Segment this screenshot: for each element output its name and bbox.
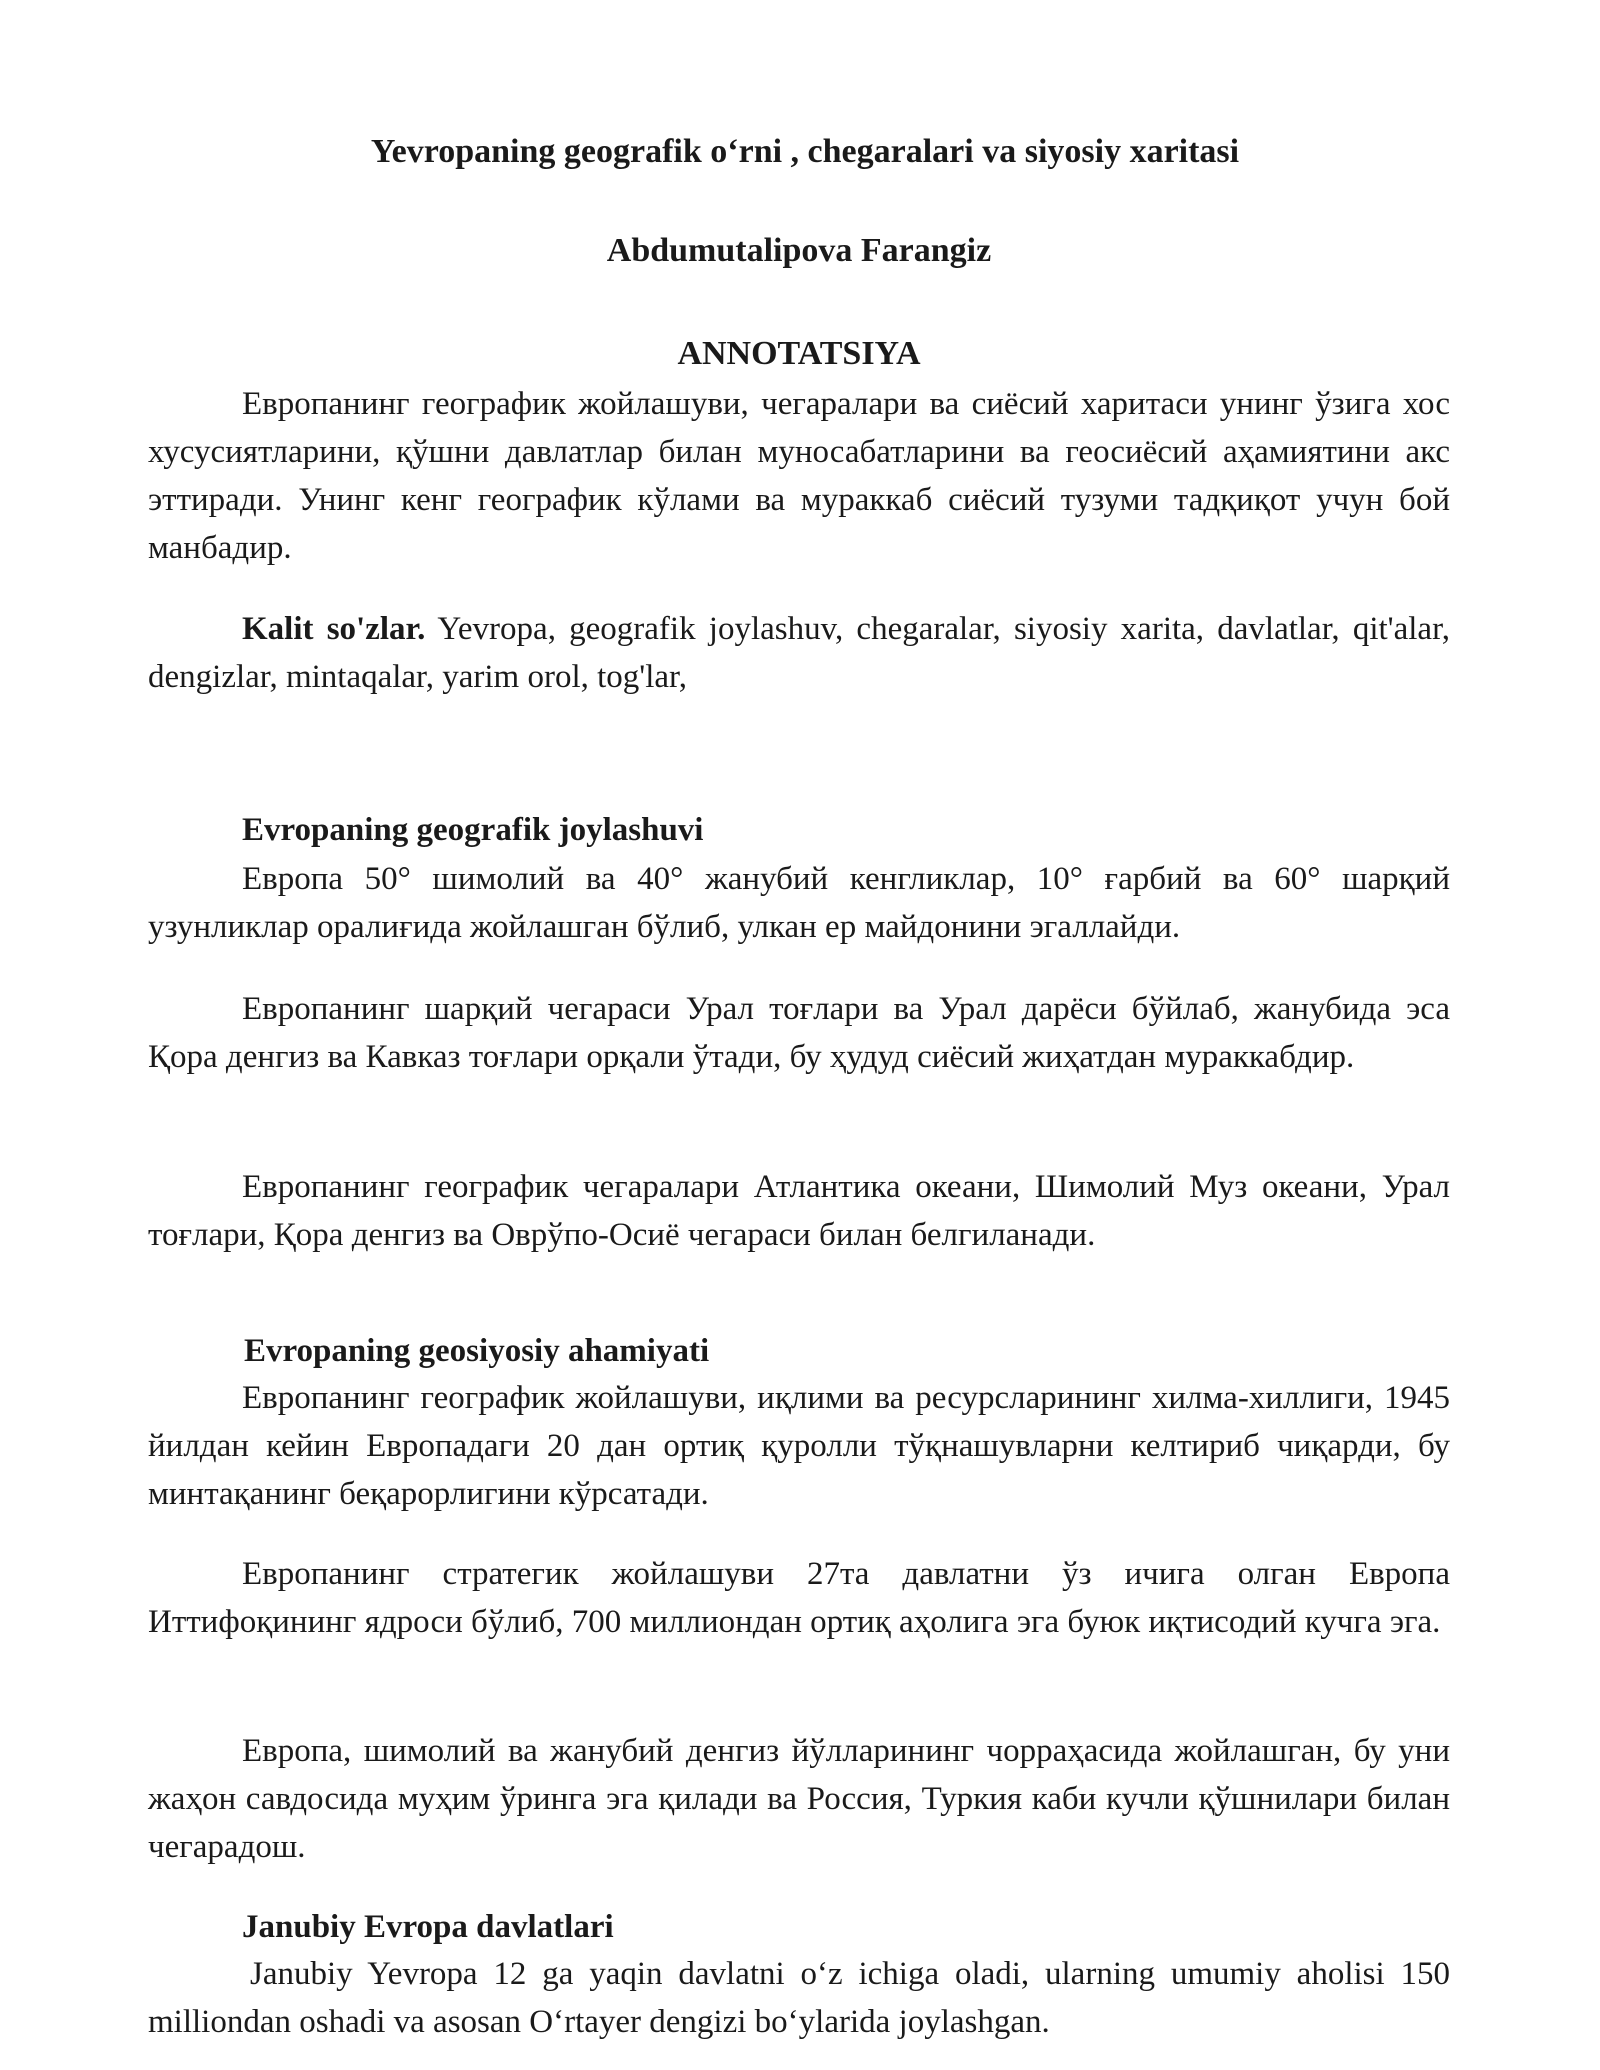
section-paragraph: Европанинг географик чегаралари Атлантика океани, Шимолий Муз океани, Урал тоғлари, Қора денгиз ва Оврўпо-Осиё чегараси билан белгиланади. [148,1169,1450,1253]
annotation-heading: ANNOTATSIYA [677,335,921,372]
section-paragraph: Европа 50° шимолий ва 40° жанубий кенгликлар, 10° ғарбий ва 60° шарқий узунликлар оралиғида жойлашган бўлиб, улкан ер майдонини эгаллайди. [148,861,1450,945]
document-title: Yevropaning geografik o‘rni , chegaralari va siyosiy xaritasi [370,133,1240,170]
keywords-text: Yevropa, geografik joylashuv, chegaralar, siyosiy xarita, davlatlar, qit'alar, dengizlar, mintaqalar, yarim orol, tog'lar, [148,611,1450,695]
section-paragraph: Европа, шимолий ва жанубий денгиз йўлларининг чорраҳасида жойлашган, бу уни жаҳон савдосида муҳим ўринга эга қилади ва Россия, Туркия каби кучли қўшнилари билан чегарадош. [148,1733,1450,1865]
annotation-paragraph: Европанинг географик жойлашуви, чегаралари ва сиёсий харитаси унинг ўзига хос хусусиятларини, қўшни давлатлар билан муносабатларини ва геосиёсий аҳамиятини акс эттиради. Унинг кенг географик кўлами ва мураккаб сиёсий тузуми тадқиқот учун бой манбадир. [148,386,1450,566]
author-name: Abdumutalipova Farangiz [606,232,992,269]
section-paragraph: Европанинг географик жойлашуви, иқлими ва ресурсларининг хилма-хиллиги, 1945 йилдан кейин Европадаги 20 дан ортиқ қуролли тўқнашувларни келтириб чиқарди, бу минтақанинг беқарорлигини кўрсатади. [148,1380,1450,1512]
section-paragraph: Европанинг шарқий чегараси Урал тоғлари ва Урал дарёси бўйлаб, жанубида эса Қора денгиз ва Кавказ тоғлари орқали ўтади, бу ҳудуд сиёсий жиҳатдан мураккабдир. [148,991,1450,1075]
keywords-paragraph [148,605,1450,701]
section-paragraph: Европанинг стратегик жойлашуви 27та давлатни ўз ичига олган Европа Иттифоқининг ядроси бўлиб, 700 миллиондан ортиқ аҳолига эга буюк иқтисодий кучга эга. [148,1556,1450,1640]
section-heading: Evropaning geografik joylashuvi [242,812,704,848]
section-heading: Evropaning geosiyosiy ahamiyati [244,1333,710,1369]
keywords-label: Kalit so'zlar. [242,611,426,647]
section-heading: Janubiy Evropa davlatlari [242,1909,614,1945]
section-paragraph: Janubiy Yevropa 12 ga yaqin davlatni o‘z ichiga oladi, ularning umumiy aholisi 150 milliondan oshadi va asosan O‘rtayer dengizi bo‘ylarida joylashgan. [148,1956,1450,2040]
